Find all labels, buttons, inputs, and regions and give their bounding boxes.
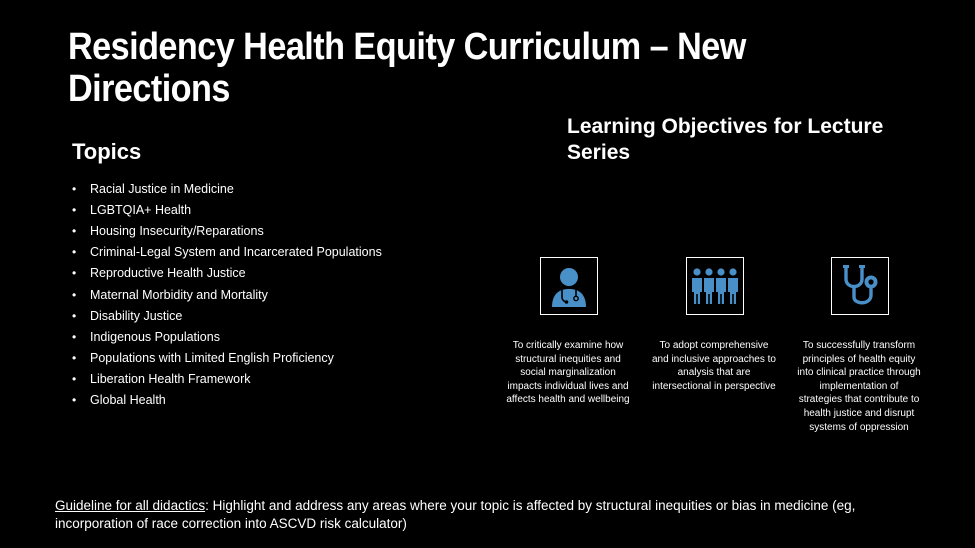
topic-label: Maternal Morbidity and Mortality <box>90 287 268 302</box>
bullet: • <box>72 266 77 281</box>
objective-text: To critically examine how structural inequities and social marginalization impacts individual lives and affects health and wellbeing <box>506 340 630 406</box>
list-item <box>72 220 382 241</box>
objective-text: To successfully transform principles of health equity into clinical practice through implementation of strategies that contribute to health justice and disrupt systems of oppression <box>797 340 921 433</box>
bullet: • <box>72 393 77 408</box>
topics-list <box>72 178 382 411</box>
topic-label: Reproductive Health Justice <box>90 266 246 281</box>
list-item <box>72 178 382 199</box>
list-item <box>72 348 382 369</box>
list-item <box>72 390 382 411</box>
topic-label: Indigenous Populations <box>90 329 220 344</box>
list-item <box>72 305 382 326</box>
guideline-body: : Highlight and address any areas where your topic is affected by structural inequities or bias in medicine (eg, incorporation of race correction into ASCVD risk calculator) <box>55 498 856 531</box>
list-item <box>72 369 382 390</box>
guideline-lead: Guideline for all didactics <box>55 498 206 513</box>
bullet: • <box>72 223 77 238</box>
topic-label: Racial Justice in Medicine <box>90 181 234 196</box>
topic-label: LGBTQIA+ Health <box>90 202 192 217</box>
stethoscope-icon <box>838 263 882 309</box>
guideline-text <box>55 497 935 533</box>
list-item <box>72 242 382 263</box>
bullet: • <box>72 202 77 217</box>
doctor-icon <box>547 264 591 308</box>
bullet: • <box>72 287 77 302</box>
topic-label: Populations with Limited English Proficiency <box>90 351 334 366</box>
objectives-heading: Learning Objectives for Lecture Series <box>567 115 884 164</box>
slide-title: Residency Health Equity Curriculum – New Directions <box>68 26 746 110</box>
topic-label: Housing Insecurity/Reparations <box>90 223 264 238</box>
topic-label: Disability Justice <box>90 308 183 323</box>
stethoscope-icon-box <box>831 257 889 315</box>
bullet: • <box>72 308 77 323</box>
bullet: • <box>72 245 77 260</box>
list-item <box>72 263 382 284</box>
bullet: • <box>72 329 77 344</box>
list-item <box>72 284 382 305</box>
list-item <box>72 199 382 220</box>
people-group-icon-box <box>686 257 744 315</box>
objective-text: To adopt comprehensive and inclusive approaches to analysis that are intersectional in perspective <box>652 340 776 392</box>
doctor-icon-box <box>540 257 598 315</box>
bullet: • <box>72 181 77 196</box>
topic-label: Criminal-Legal System and Incarcerated Populations <box>90 245 382 260</box>
list-item <box>72 326 382 347</box>
people-group-icon <box>691 266 739 306</box>
bullet: • <box>72 372 77 387</box>
topic-label: Liberation Health Framework <box>90 372 251 387</box>
topic-label: Global Health <box>90 393 166 408</box>
topics-heading: Topics <box>72 139 142 164</box>
bullet: • <box>72 351 77 366</box>
